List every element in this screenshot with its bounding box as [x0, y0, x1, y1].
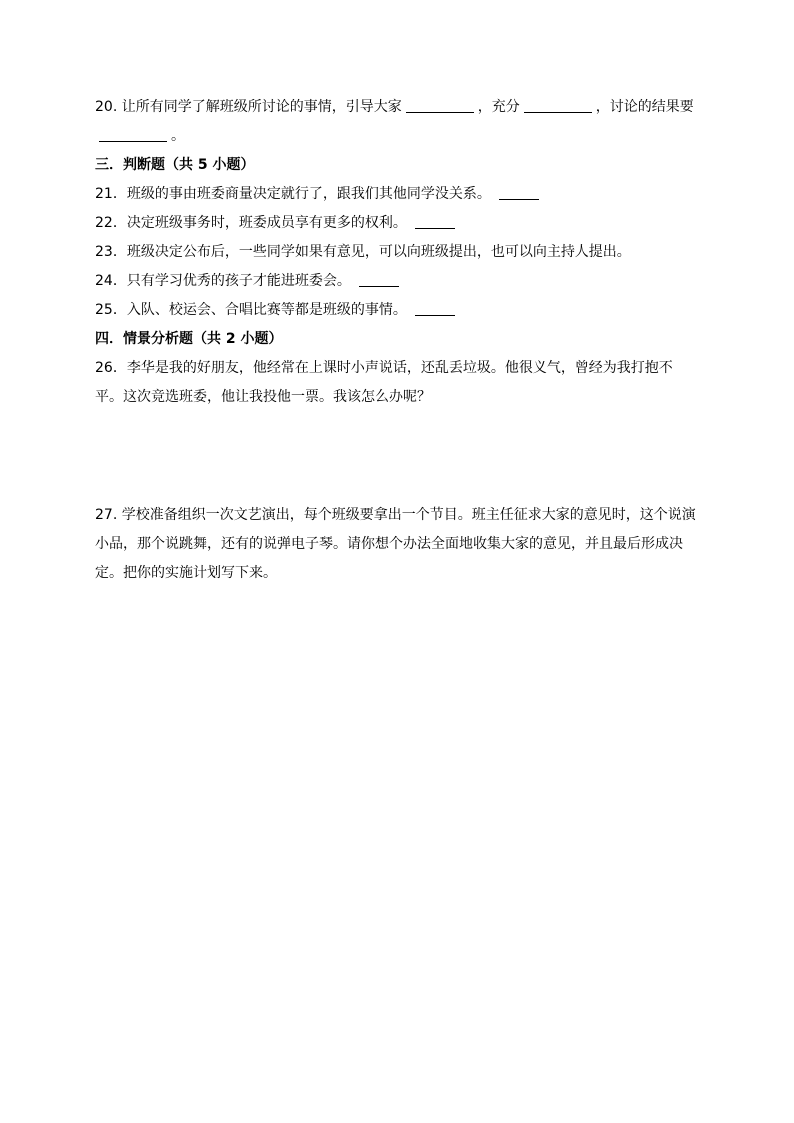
answer-space-26[interactable]: [95, 412, 699, 501]
question-20-text-4: 。: [171, 128, 185, 144]
question-25-text: 25．入队、校运会、合唱比赛等都是班级的事情。: [95, 302, 407, 318]
question-20: [95, 93, 699, 151]
question-21: [95, 180, 699, 209]
question-24: [95, 267, 699, 296]
question-23: [95, 238, 699, 267]
question-20-text-3: ，讨论的结果要: [595, 99, 694, 115]
section-4-heading: 四．情景分析题（共 2 小题）: [95, 331, 283, 347]
question-27: 27. 学校准备组织一次文艺演出，每个班级要拿出一个节目。班主任征求大家的意见时，这个说演小品，那个说跳舞，还有的说弹电子琴。请你想个办法全面地收集大家的意见，并且最后形成决定。把你的实施计划写下来。: [95, 507, 696, 581]
question-22: [95, 209, 699, 238]
worksheet-page: [95, 93, 699, 588]
answer-blank-20a[interactable]: [406, 98, 474, 113]
question-24-text: 24．只有学习优秀的孩子才能进班委会。: [95, 273, 351, 289]
answer-blank-22[interactable]: [415, 214, 455, 229]
question-20-text-1: 20. 让所有同学了解班级所讨论的事情，引导大家: [95, 99, 402, 115]
answer-blank-20b[interactable]: [524, 98, 592, 113]
question-26: 26．李华是我的好朋友，他经常在上课时小声说话，还乱丢垃圾。他很义气，曾经为我打抱不平。这次竞选班委，他让我投他一票。我该怎么办呢？: [95, 360, 673, 405]
question-23-text: 23．班级决定公布后，一些同学如果有意见，可以向班级提出，也可以向主持人提出。: [95, 244, 631, 260]
answer-blank-20c[interactable]: [99, 127, 167, 142]
question-25: [95, 296, 699, 325]
question-22-text: 22．决定班级事务时，班委成员享有更多的权利。: [95, 215, 407, 231]
section-3-heading: 三．判断题（共 5 小题）: [95, 157, 255, 173]
question-21-text: 21．班级的事由班委商量决定就行了，跟我们其他同学没关系。: [95, 186, 491, 202]
answer-blank-24[interactable]: [359, 272, 399, 287]
question-20-text-2: ，充分: [477, 99, 520, 115]
answer-blank-25[interactable]: [415, 301, 455, 316]
answer-blank-21[interactable]: [499, 185, 539, 200]
